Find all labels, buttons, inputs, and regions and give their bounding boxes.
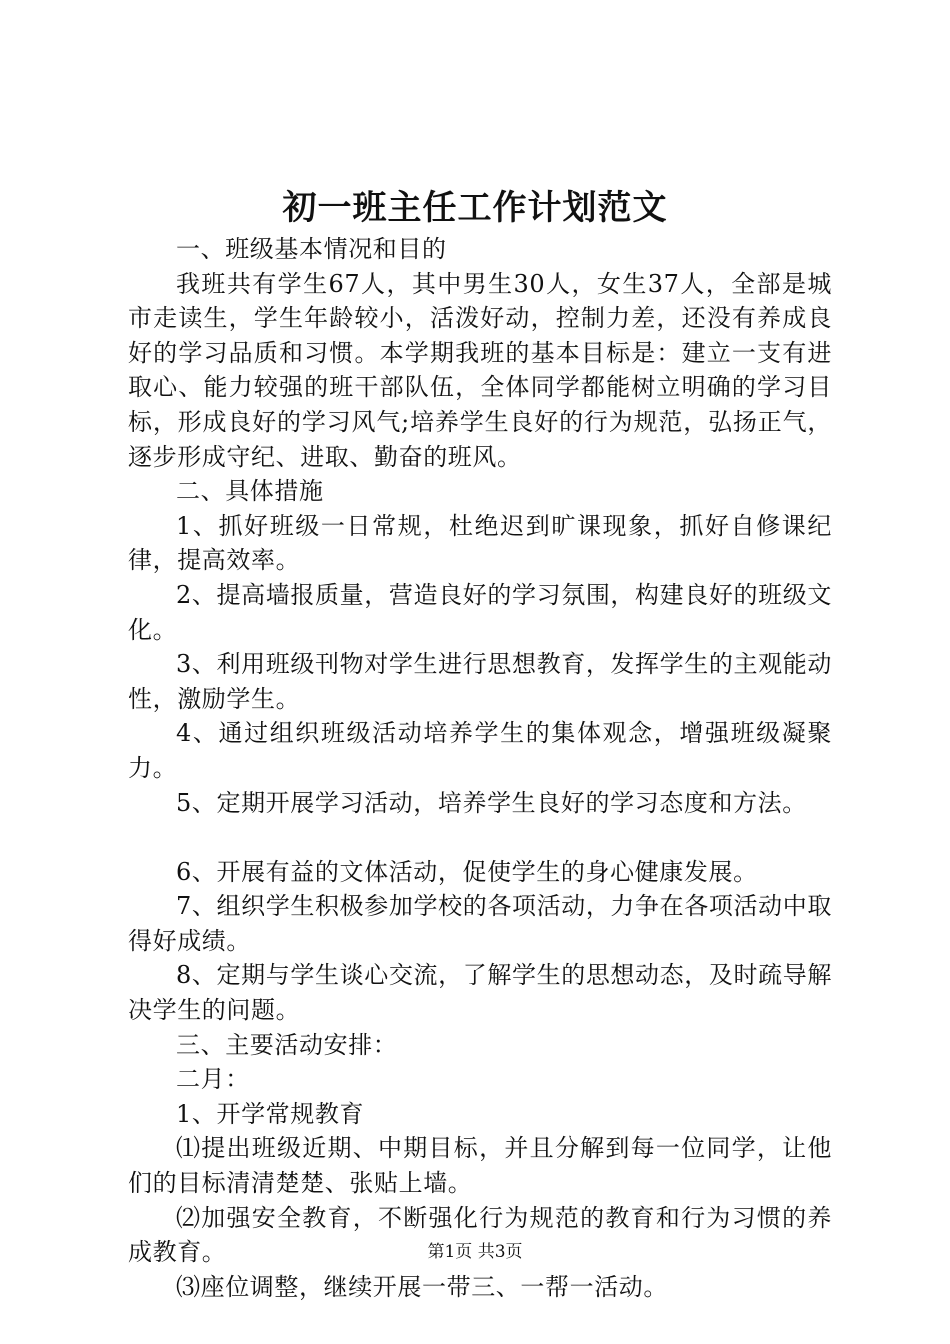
section-heading-basic-info: 一、班级基本情况和目的 xyxy=(176,235,447,263)
month-heading-february: 二月： xyxy=(176,1065,250,1094)
measure-item-3: 3、利用班级刊物对学生进行思想教育，发挥学生的主观能动性，激励学生。 xyxy=(128,650,832,713)
activity-subitem-3: ⑶座位调整，继续开展一带三、一帮一活动。 xyxy=(176,1272,668,1301)
activity-item-1: 1、开学常规教育 xyxy=(176,1099,365,1128)
measure-item-1: 1、抓好班级一日常规，杜绝迟到旷课现象，抓好自修课纪律，提高效率。 xyxy=(128,511,832,575)
document-title: 初一班主任工作计划范文 xyxy=(282,188,668,228)
measure-item-7: 7、组织学生积极参加学校的各项活动，力争在各项活动中取得好成绩。 xyxy=(128,892,832,955)
measure-item-2: 2、提高墙报质量，营造良好的学习氛围，构建良好的班级文化。 xyxy=(128,580,832,644)
activity-subitem-1: ⑴提出班级近期、中期目标，并且分解到每一位同学，让他们的目标清清楚楚、张贴上墙。 xyxy=(128,1134,832,1198)
paragraph-class-overview: 我班共有学生67人，其中男生30人，女生37人，全部是城市走读生，学生年龄较小，活泼好动，控制力差，还没有养成良好的学习品质和习惯。本学期我班的基本目标是：建立一支有进取心、能力较强的班干部队伍，全体同学都能树立明确的学习目标，形成良好的学习风气;培养学生良好的行为规范，弘扬正气，逐步形成守纪、进取、勤奋的班风。 xyxy=(128,269,832,471)
page-number-footer: 第1页 共3页 xyxy=(427,1242,523,1262)
section-heading-activities: 三、主要活动安排： xyxy=(176,1030,398,1059)
measure-item-6: 6、开展有益的文体活动，促使学生的身心健康发展。 xyxy=(176,857,758,886)
measure-item-5: 5、定期开展学习活动，培养学生良好的学习态度和方法。 xyxy=(176,788,807,817)
document-body xyxy=(128,232,832,1304)
measure-item-4: 4、通过组织班级活动培养学生的集体观念，增强班级凝聚力。 xyxy=(128,719,832,782)
activity-subitem-2: ⑵加强安全教育，不断强化行为规范的教育和行为习惯的养成教育。 xyxy=(128,1203,832,1267)
section-heading-measures: 二、具体措施 xyxy=(176,477,324,506)
measure-item-8: 8、定期与学生谈心交流，了解学生的思想动态，及时疏导解决学生的问题。 xyxy=(128,961,832,1025)
blank-line xyxy=(128,820,832,855)
